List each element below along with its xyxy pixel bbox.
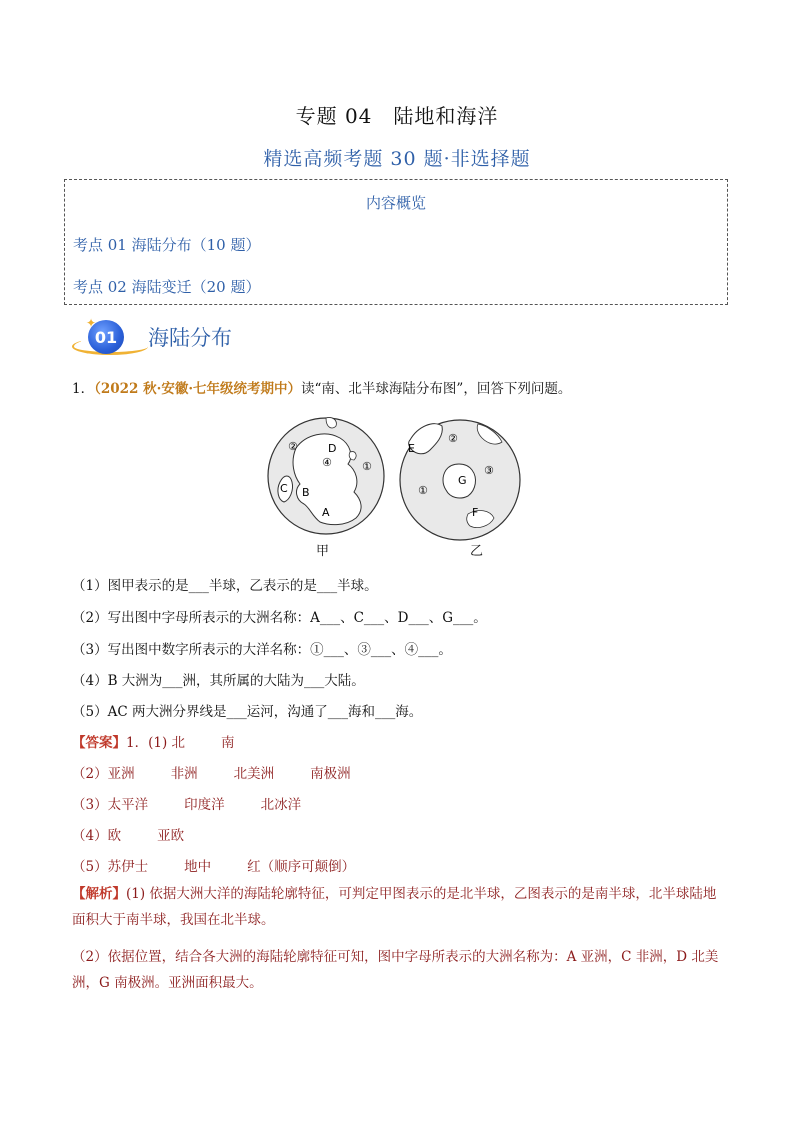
answer-item: 北冰洋	[260, 797, 302, 813]
sub-question-4: （4）B 大洲为___洲，其所属的大陆为___大陆。	[72, 673, 365, 689]
map-label: A	[322, 506, 330, 519]
answer-item: 红（顺序可颠倒）	[247, 859, 356, 875]
content-overview-box	[64, 179, 728, 305]
section-title: 海陆分布	[148, 326, 232, 350]
answer-item: （3）太平洋	[72, 797, 149, 813]
answer-item: 非洲	[170, 766, 198, 782]
question-text: 读“南、北半球海陆分布图”，回答下列问题。	[301, 381, 572, 397]
answer-item: （4）欧	[72, 828, 122, 844]
answer-item: 亚欧	[157, 828, 185, 844]
answer-item: 北美洲	[233, 766, 275, 782]
map-label: ③	[484, 464, 494, 477]
question-number: 1．	[72, 381, 95, 397]
answer-line-4	[72, 824, 184, 844]
map-label: F	[472, 506, 479, 519]
map-label: C	[280, 482, 288, 495]
analysis-paragraph-2: （2）依据位置，结合各大洲的海陆轮廓特征可知，图中字母所表示的大洲名称为：A 亚洲，C 非洲，D 北美洲，G 南极洲。亚洲面积最大。	[72, 949, 719, 991]
sub-question-2: （2）写出图中字母所表示的大洲名称：A___、C___、D___、G___。	[72, 610, 487, 626]
answer-item: （5）苏伊士	[72, 859, 149, 875]
page-title: 专题 04 陆地和海洋	[295, 104, 499, 128]
map-label: B	[302, 486, 310, 499]
map-label: ④	[322, 456, 332, 469]
figure-caption-left: 甲	[316, 544, 330, 559]
question-stem	[72, 377, 571, 397]
figure-caption-right: 乙	[470, 544, 484, 559]
overview-heading: 内容概览	[365, 194, 426, 212]
map-label: ①	[362, 460, 372, 473]
map-label: ②	[288, 440, 298, 453]
star-icon: ✦	[86, 316, 97, 330]
hemisphere-map-figure	[266, 404, 532, 562]
map-label: G	[458, 474, 467, 487]
analysis-tag: 【解析】	[72, 886, 126, 902]
sub-question-1: （1）图甲表示的是___半球，乙表示的是___半球。	[72, 578, 378, 594]
overview-item-2[interactable]: 考点 02 海陆变迁（20 题）	[73, 278, 261, 296]
answer-line-1	[72, 731, 235, 751]
section-number-badge: 01	[88, 320, 124, 354]
map-label: ①	[418, 484, 428, 497]
answer-item: 地中	[184, 859, 212, 875]
map-label: ②	[448, 432, 458, 445]
answer-line-5	[72, 855, 355, 875]
answer-item: 南	[221, 735, 235, 751]
page-subtitle: 精选高频考题 30 题·非选择题	[263, 148, 531, 170]
overview-item-1[interactable]: 考点 01 海陆分布（10 题）	[73, 236, 261, 254]
answer-line-3	[72, 793, 301, 813]
analysis-paragraph-1	[72, 881, 722, 933]
sub-question-3: （3）写出图中数字所表示的大洋名称：①___、③___、④___。	[72, 642, 452, 658]
map-label: E	[408, 442, 415, 455]
map-label: D	[328, 442, 337, 455]
answer-item: 印度洋	[184, 797, 225, 813]
sub-question-5: （5）AC 两大洲分界线是___运河，沟通了___海和___海。	[72, 704, 423, 720]
answer-tag: 【答案】	[72, 735, 126, 751]
answer-line-2	[72, 762, 351, 782]
answer-item: （2）亚洲	[72, 766, 135, 782]
question-source: （2022 秋·安徽·七年级统考期中）	[94, 381, 302, 397]
answer-item: 南极洲	[310, 766, 351, 782]
answer-item: 1．(1) 北	[126, 735, 186, 751]
hemisphere-maps	[266, 404, 532, 562]
analysis-text: (1) 依据大洲大洋的海陆轮廓特征，可判定甲图表示的是北半球，乙图表示的是南半球，北半球陆地面积大于南半球，我国在北半球。	[72, 886, 717, 928]
section-header	[72, 316, 252, 360]
